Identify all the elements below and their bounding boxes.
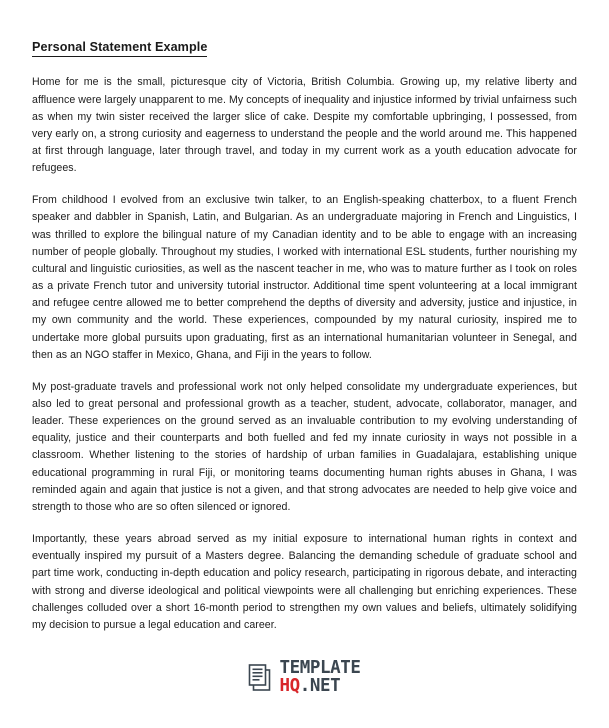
logo-text (279, 660, 360, 696)
logo-domain-line (279, 678, 360, 696)
paragraph-3: My post-graduate travels and professional work not only helped consolidate my undergraduate experiences, but also led to great personal and professional growth as a teacher, student, advocate, collaborator, manager, and leader. These experiences on the ground served as an invaluable contribution to my evolving understanding of equality, justice and their counterparts and both fuelled and fed my innate curiosity in ways not possible in a classroom. Whether listening to the stories of hardship of urban families in Guadalajara, establishing unique educational programming in rural Fiji, or monitoring teams documenting human rights abuses in Ghana, I was reminded again and again that justice is not a given, and that strong advocates are needed to help give voice and strength to those who are so often silenced or ignored. (32, 380, 577, 513)
logo-hq-text: HQ (279, 676, 300, 697)
logo-net-text: .NET (299, 676, 341, 697)
paragraph-2: From childhood I evolved from an exclusive twin talker, to an English-speaking chatterbox, to a fluent French speaker and dabbler in Spanish, Latin, and Bulgarian. As an undergraduate majoring in French and Linguistics, I was thrilled to explore the bilingual nature of my Canadian identity and to be able to engage with an increasing number of people globally. Throughout my studies, I worked with international ESL students, further nourishing my cultural and linguistic curiosities, as well as the nascent teacher in me, who was to mature further as I took on roles as a private French tutor and university tutorial instructor. Additional time spent volunteering at a local immigrant and refugee centre allowed me to better comprehend the depths of diversity and adversity, justice and injustice, in my own community and the world. These experiences, compounded by my natural curiosity, inspired me to undertake more global pursuits upon graduating, first as an international humanitarian volunteer in Senegal, and then as an NGO staffer in Mexico, Ghana, and Fiji in the years to follow. (32, 194, 577, 361)
site-logo (0, 660, 609, 696)
logo-group (248, 660, 360, 696)
paragraph-4: Importantly, these years abroad served as my initial exposure to international human rights in context and eventually inspired my pursuit of a Masters degree. Balancing the demanding schedule of graduate school and part time work, conducting in-depth education and policy research, participating in rigorous debate, and interacting with strong and diverse ideological and political viewpoints were all challenging but enriching experiences. These challenges colluded over a short 16-month period to strengthen my own values and beliefs, ultimately solidifying my decision to pursue a legal education and career. (32, 533, 577, 631)
document-title-row (32, 38, 577, 74)
page-title: Personal Statement Example (32, 39, 207, 57)
logo-template-text: TEMPLATE (279, 658, 361, 679)
stacked-documents-icon (248, 663, 274, 693)
paragraph-1: Home for me is the small, picturesque city of Victoria, British Columbia. Growing up, my relative liberty and affluence were largely unapparent to me. My concepts of inequality and injustice informed by trivial unfairness such as when my twin sister received the larger slice of cake. Despite my comfortable upbringing, I possessed, from very early on, a strong curiosity and eagerness to understand the people and the world around me. This happened at first through language, later through travel, and today in my current work as a youth education advocate for refugees. (32, 76, 577, 175)
